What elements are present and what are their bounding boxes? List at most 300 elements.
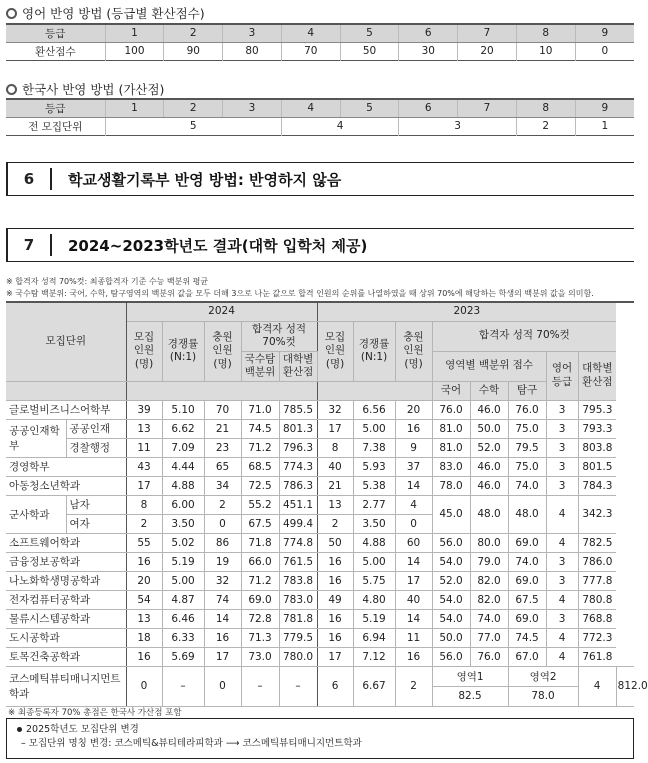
- data-cell: 14: [204, 609, 241, 628]
- data-cell: 812.0: [616, 666, 634, 706]
- header-2024: 2024: [126, 302, 317, 321]
- data-cell: 74.0: [508, 552, 546, 571]
- table-row: [6, 666, 634, 686]
- data-cell: 71.2: [241, 438, 279, 457]
- grade-header: 2: [164, 99, 223, 117]
- grade-header: 6: [399, 24, 458, 42]
- unit-name: 금융정보공학과: [6, 552, 126, 571]
- data-cell: –: [241, 666, 279, 706]
- grade-header: 9: [575, 24, 634, 42]
- data-cell: 69.0: [241, 590, 279, 609]
- data-cell: 780.0: [279, 647, 317, 666]
- data-cell: 74.5: [508, 628, 546, 647]
- grade-header: 8: [516, 24, 575, 42]
- data-cell: 46.0: [470, 400, 508, 419]
- data-cell: 50.0: [432, 628, 470, 647]
- data-cell: 52.0: [432, 571, 470, 590]
- score-cell: 70: [281, 42, 340, 60]
- data-cell: 3.50: [162, 514, 204, 533]
- data-cell: 5.93: [353, 457, 395, 476]
- unit-name: 글로벌비즈니스어학부: [6, 400, 126, 419]
- data-cell: 0: [204, 666, 241, 706]
- history-value: 5: [105, 117, 281, 135]
- history-header-row: [6, 99, 634, 117]
- history-section-title: [6, 80, 164, 98]
- english-title-text: 영어 반영 방법 (등급별 환산점수): [22, 6, 205, 21]
- area-label: 영역2: [508, 666, 578, 686]
- data-cell: 54.0: [432, 552, 470, 571]
- header-avg-percentile: 국수탐 백분위: [241, 351, 279, 381]
- data-cell: 71.3: [241, 628, 279, 647]
- data-cell: 69.0: [508, 609, 546, 628]
- grade-header: 4: [281, 24, 340, 42]
- table-row: [6, 400, 634, 419]
- note-percentile-definition: ※ 국수탐 백분위: 국어, 수학, 탐구영역의 백분위 값을 모두 더해 3으로 나눈 값으로 합격 인원의 순위를 나열하였을 때 상위 70%에 해당하는 학생의 백분위 값을 의미함.: [6, 289, 594, 298]
- unit-name: 나노화학생명공학과: [6, 571, 126, 590]
- data-cell: 3: [546, 476, 578, 495]
- data-cell: 75.0: [508, 457, 546, 476]
- data-cell: 777.8: [578, 571, 616, 590]
- data-cell: 6: [317, 666, 353, 706]
- change-notice-box: [6, 718, 634, 759]
- data-cell: 795.3: [578, 400, 616, 419]
- data-cell: 2.77: [353, 495, 395, 514]
- circle-bullet-icon: [6, 8, 17, 19]
- data-cell: 11: [395, 628, 432, 647]
- data-cell: 6.33: [162, 628, 204, 647]
- header-competition-2023: 경쟁률 (N:1): [353, 321, 395, 381]
- data-cell: 54.0: [432, 590, 470, 609]
- data-cell: 8: [317, 438, 353, 457]
- section-6-number: 6: [8, 168, 52, 190]
- data-cell: 786.0: [578, 552, 616, 571]
- score-cell: 0: [575, 42, 634, 60]
- history-value: 2: [516, 117, 575, 135]
- data-cell: 69.0: [508, 571, 546, 590]
- table-row: [6, 647, 634, 666]
- data-cell: 4.88: [353, 533, 395, 552]
- data-cell: 5.19: [162, 552, 204, 571]
- data-cell: 52.0: [470, 438, 508, 457]
- header-fill-2023: 충원 인원 (명): [395, 321, 432, 381]
- data-cell: 6.00: [162, 495, 204, 514]
- data-cell: 14: [395, 552, 432, 571]
- data-cell: 779.5: [279, 628, 317, 647]
- data-cell: 79.5: [508, 438, 546, 457]
- data-cell: 80.0: [470, 533, 508, 552]
- header-spacer: [126, 381, 317, 400]
- data-cell: 19: [204, 552, 241, 571]
- unit-name: 토목건축공학과: [6, 647, 126, 666]
- data-cell: 774.8: [279, 533, 317, 552]
- grade-header: 6: [399, 99, 458, 117]
- table-row: [6, 628, 634, 647]
- data-cell: 40: [395, 590, 432, 609]
- data-cell: 50.0: [470, 419, 508, 438]
- header-cut-2023: 합격자 성적 70%컷: [432, 321, 616, 351]
- grade-header: 2: [164, 24, 223, 42]
- data-cell: 69.0: [508, 533, 546, 552]
- data-cell: 5.69: [162, 647, 204, 666]
- grade-header: 1: [105, 99, 164, 117]
- data-cell: 4: [546, 495, 578, 533]
- data-cell: 4.44: [162, 457, 204, 476]
- header-spacer: [6, 381, 126, 400]
- data-cell: 16: [126, 647, 162, 666]
- data-cell: 801.5: [578, 457, 616, 476]
- section-7-header: [6, 228, 634, 262]
- score-cell: 90: [164, 42, 223, 60]
- data-cell: 55.2: [241, 495, 279, 514]
- grade-header: 7: [458, 99, 517, 117]
- table-row: [6, 419, 634, 438]
- header-row-areas: [6, 381, 634, 400]
- table-row: [6, 438, 634, 457]
- data-cell: 9: [395, 438, 432, 457]
- data-cell: 37: [395, 457, 432, 476]
- data-cell: 781.8: [279, 609, 317, 628]
- history-row-label: 전 모집단위: [28, 120, 83, 133]
- english-score-row: [6, 42, 634, 60]
- data-cell: 4: [546, 628, 578, 647]
- data-cell: 48.0: [508, 495, 546, 533]
- data-cell: 16: [317, 609, 353, 628]
- table-row: [6, 457, 634, 476]
- data-cell: 761.5: [279, 552, 317, 571]
- header-quota-2024: 모집 인원 (명): [126, 321, 162, 381]
- header-conv-2024: 대학별 환산점: [279, 351, 317, 381]
- score-cell: 10: [516, 42, 575, 60]
- data-cell: 13: [126, 609, 162, 628]
- data-cell: 7.09: [162, 438, 204, 457]
- data-cell: 7.38: [353, 438, 395, 457]
- data-cell: 71.8: [241, 533, 279, 552]
- data-cell: 3: [546, 438, 578, 457]
- data-cell: 73.0: [241, 647, 279, 666]
- data-cell: 5.00: [353, 552, 395, 571]
- history-value: 4: [281, 117, 399, 135]
- data-cell: 3: [546, 609, 578, 628]
- data-cell: 65: [204, 457, 241, 476]
- data-cell: 6.46: [162, 609, 204, 628]
- data-cell: 6.94: [353, 628, 395, 647]
- data-cell: 54.0: [432, 609, 470, 628]
- unit-name: 소프트웨어학과: [6, 533, 126, 552]
- data-cell: 79.0: [470, 552, 508, 571]
- data-cell: 43: [126, 457, 162, 476]
- data-cell: 784.3: [578, 476, 616, 495]
- header-conv-2023: 대학별 환산점: [578, 351, 616, 400]
- history-value: 3: [399, 117, 517, 135]
- data-cell: 342.3: [578, 495, 616, 533]
- data-cell: 67.5: [241, 514, 279, 533]
- section-7-title: 2024~2023학년도 결과(대학 입학처 제공): [68, 236, 368, 255]
- data-cell: 34: [204, 476, 241, 495]
- section-6-header: [6, 162, 634, 196]
- data-cell: 23: [204, 438, 241, 457]
- data-cell: 54: [126, 590, 162, 609]
- data-cell: 18: [126, 628, 162, 647]
- bullet-dot-icon: [17, 727, 22, 732]
- header-unit: 모집단위: [6, 302, 126, 381]
- results-body: [6, 400, 648, 706]
- data-cell: 0: [204, 514, 241, 533]
- data-cell: 67.0: [508, 647, 546, 666]
- data-cell: 803.8: [578, 438, 616, 457]
- results-table: [6, 301, 648, 707]
- data-cell: 2: [395, 666, 432, 706]
- data-cell: 793.3: [578, 419, 616, 438]
- data-cell: 20: [126, 571, 162, 590]
- data-cell: 76.0: [470, 647, 508, 666]
- unit-name: 도시공학과: [6, 628, 126, 647]
- data-cell: –: [162, 666, 204, 706]
- data-cell: 3.50: [353, 514, 395, 533]
- data-cell: 801.3: [279, 419, 317, 438]
- score-cell: 30: [399, 42, 458, 60]
- table-row: [6, 495, 634, 514]
- data-cell: 3: [546, 552, 578, 571]
- data-cell: 55: [126, 533, 162, 552]
- header-korean: 국어: [432, 381, 470, 400]
- data-cell: 2: [126, 514, 162, 533]
- data-cell: 4: [546, 590, 578, 609]
- data-cell: 39: [126, 400, 162, 419]
- english-header-row: [6, 24, 634, 42]
- data-cell: 16: [317, 628, 353, 647]
- data-cell: 83.0: [432, 457, 470, 476]
- data-cell: 780.8: [578, 590, 616, 609]
- data-cell: 14: [395, 609, 432, 628]
- unit-name: 전자컴퓨터공학과: [6, 590, 126, 609]
- data-cell: 67.5: [508, 590, 546, 609]
- data-cell: 796.3: [279, 438, 317, 457]
- section-6-title: 학교생활기록부 반영 방법: 반영하지 않음: [68, 170, 342, 189]
- data-cell: 49: [317, 590, 353, 609]
- data-cell: 3: [546, 419, 578, 438]
- data-cell: 17: [126, 476, 162, 495]
- header-2023: 2023: [317, 302, 616, 321]
- data-cell: 5.00: [162, 571, 204, 590]
- unit-sub-name: 남자: [66, 495, 126, 514]
- data-cell: 74.5: [241, 419, 279, 438]
- data-cell: 70: [204, 400, 241, 419]
- data-cell: 72.5: [241, 476, 279, 495]
- header-cut-2024: 합격자 성적 70%컷: [241, 321, 317, 351]
- data-cell: 8: [126, 495, 162, 514]
- data-cell: 32: [204, 571, 241, 590]
- table-row: [6, 609, 634, 628]
- data-cell: 761.8: [578, 647, 616, 666]
- note-cut-definition: ※ 합격자 성적 70%컷: 최종합격자 기준 수능 백분위 평균: [6, 277, 209, 286]
- grade-header: 4: [281, 99, 340, 117]
- data-cell: 6.67: [353, 666, 395, 706]
- data-cell: 71.2: [241, 571, 279, 590]
- data-cell: 75.0: [508, 419, 546, 438]
- data-cell: 16: [395, 647, 432, 666]
- note-total-score: ※ 최종등록자 70% 총점은 한국사 가산점 포함: [8, 708, 182, 718]
- data-cell: 5.75: [353, 571, 395, 590]
- data-cell: 74.0: [470, 609, 508, 628]
- data-cell: 68.5: [241, 457, 279, 476]
- data-cell: 21: [204, 419, 241, 438]
- data-cell: 16: [317, 552, 353, 571]
- data-cell: 0: [395, 514, 432, 533]
- data-cell: 32: [317, 400, 353, 419]
- data-cell: 11: [126, 438, 162, 457]
- header-inquiry: 탐구: [508, 381, 546, 400]
- data-cell: 48.0: [470, 495, 508, 533]
- data-cell: 14: [395, 476, 432, 495]
- header-math: 수학: [470, 381, 508, 400]
- data-cell: 82.0: [470, 590, 508, 609]
- table-row: [6, 533, 634, 552]
- data-cell: 7.12: [353, 647, 395, 666]
- grade-header: 7: [458, 24, 517, 42]
- grade-header: 3: [223, 24, 282, 42]
- data-cell: 78.0: [432, 476, 470, 495]
- english-table: [6, 23, 634, 61]
- data-cell: 768.8: [578, 609, 616, 628]
- data-cell: 45.0: [432, 495, 470, 533]
- grade-header: 1: [105, 24, 164, 42]
- history-table: [6, 98, 634, 136]
- change-notice-title: 2025학년도 모집단위 변경: [26, 724, 139, 735]
- data-cell: 50: [317, 533, 353, 552]
- data-cell: 5.10: [162, 400, 204, 419]
- data-cell: 56.0: [432, 647, 470, 666]
- data-cell: 4: [546, 533, 578, 552]
- data-cell: 772.3: [578, 628, 616, 647]
- grade-label: 등급: [6, 24, 105, 42]
- circle-bullet-icon: [6, 84, 17, 95]
- table-row: [6, 590, 634, 609]
- change-notice-detail: – 모집단위 명칭 변경: 코스메틱&뷰티테라피학과 ⟶ 코스메틱뷰티매니지먼트학과: [21, 737, 362, 749]
- data-cell: 76.0: [432, 400, 470, 419]
- data-cell: 13: [126, 419, 162, 438]
- data-cell: 5.38: [353, 476, 395, 495]
- score-cell: 80: [223, 42, 282, 60]
- data-cell: 86: [204, 533, 241, 552]
- score-cell: 50: [340, 42, 399, 60]
- grade-header: 5: [340, 24, 399, 42]
- grade-header: 9: [575, 99, 634, 117]
- unit-name: 경영학부: [6, 457, 126, 476]
- score-cell: 20: [458, 42, 517, 60]
- data-cell: 4.88: [162, 476, 204, 495]
- history-title-text: 한국사 반영 방법 (가산점): [22, 82, 165, 97]
- data-cell: 4: [546, 647, 578, 666]
- unit-sub-name: 여자: [66, 514, 126, 533]
- data-cell: 40: [317, 457, 353, 476]
- data-cell: –: [279, 666, 317, 706]
- data-cell: 5.19: [353, 609, 395, 628]
- history-value: 1: [575, 117, 634, 135]
- score-label: 환산점수: [35, 45, 76, 58]
- data-cell: 451.1: [279, 495, 317, 514]
- data-cell: 783.8: [279, 571, 317, 590]
- data-cell: 72.8: [241, 609, 279, 628]
- data-cell: 60: [395, 533, 432, 552]
- grade-header: 5: [340, 99, 399, 117]
- data-cell: 499.4: [279, 514, 317, 533]
- data-cell: 5.02: [162, 533, 204, 552]
- table-row: [6, 476, 634, 495]
- unit-name: 물류시스템공학과: [6, 609, 126, 628]
- data-cell: 783.0: [279, 590, 317, 609]
- data-cell: 16: [317, 571, 353, 590]
- data-cell: 82.0: [470, 571, 508, 590]
- data-cell: 66.0: [241, 552, 279, 571]
- data-cell: 16: [126, 552, 162, 571]
- data-cell: 56.0: [432, 533, 470, 552]
- data-cell: 20: [395, 400, 432, 419]
- data-cell: 3: [546, 457, 578, 476]
- data-cell: 21: [317, 476, 353, 495]
- data-cell: 17: [395, 571, 432, 590]
- english-section-title: [6, 4, 205, 22]
- data-cell: 4.87: [162, 590, 204, 609]
- grade-header: 8: [516, 99, 575, 117]
- data-cell: 74.0: [508, 476, 546, 495]
- header-competition-2024: 경쟁률 (N:1): [162, 321, 204, 381]
- data-cell: 16: [395, 419, 432, 438]
- unit-sub-name: 공공인재: [66, 419, 126, 438]
- data-cell: 5.00: [353, 419, 395, 438]
- data-cell: 71.0: [241, 400, 279, 419]
- area-label: 영역1: [432, 666, 508, 686]
- table-row: [6, 552, 634, 571]
- data-cell: 77.0: [470, 628, 508, 647]
- data-cell: 81.0: [432, 438, 470, 457]
- data-cell: 74: [204, 590, 241, 609]
- data-cell: 782.5: [578, 533, 616, 552]
- data-cell: 3: [546, 400, 578, 419]
- data-cell: 0: [126, 666, 162, 706]
- data-cell: 785.5: [279, 400, 317, 419]
- unit-name: 아동청소년학과: [6, 476, 126, 495]
- data-cell: 78.0: [508, 686, 578, 706]
- unit-group-name: 군사학과: [6, 495, 66, 533]
- data-cell: 2: [204, 495, 241, 514]
- data-cell: 3: [546, 571, 578, 590]
- data-cell: 13: [317, 495, 353, 514]
- section-7-number: 7: [8, 234, 52, 256]
- header-quota-2023: 모집 인원 (명): [317, 321, 353, 381]
- unit-group-name: 공공인재학부: [6, 419, 66, 457]
- data-cell: 17: [317, 647, 353, 666]
- data-cell: 46.0: [470, 476, 508, 495]
- data-cell: 6.56: [353, 400, 395, 419]
- header-area-percentile: 영역별 백분위 점수: [432, 351, 546, 381]
- header-row-year: [6, 302, 634, 321]
- data-cell: 17: [204, 647, 241, 666]
- unit-sub-name: 경찰행정: [66, 438, 126, 457]
- unit-name: 코스메틱뷰티매니지먼트학과: [6, 666, 126, 706]
- data-cell: 2: [317, 514, 353, 533]
- score-cell: 100: [105, 42, 164, 60]
- data-cell: 46.0: [470, 457, 508, 476]
- data-cell: 4: [578, 666, 616, 706]
- header-fill-2024: 충원 인원 (명): [204, 321, 241, 381]
- data-cell: 17: [317, 419, 353, 438]
- data-cell: 4.80: [353, 590, 395, 609]
- data-cell: 6.62: [162, 419, 204, 438]
- data-cell: 4: [395, 495, 432, 514]
- table-row: [6, 571, 634, 590]
- change-notice-title-line: [17, 723, 623, 737]
- grade-header: 3: [223, 99, 282, 117]
